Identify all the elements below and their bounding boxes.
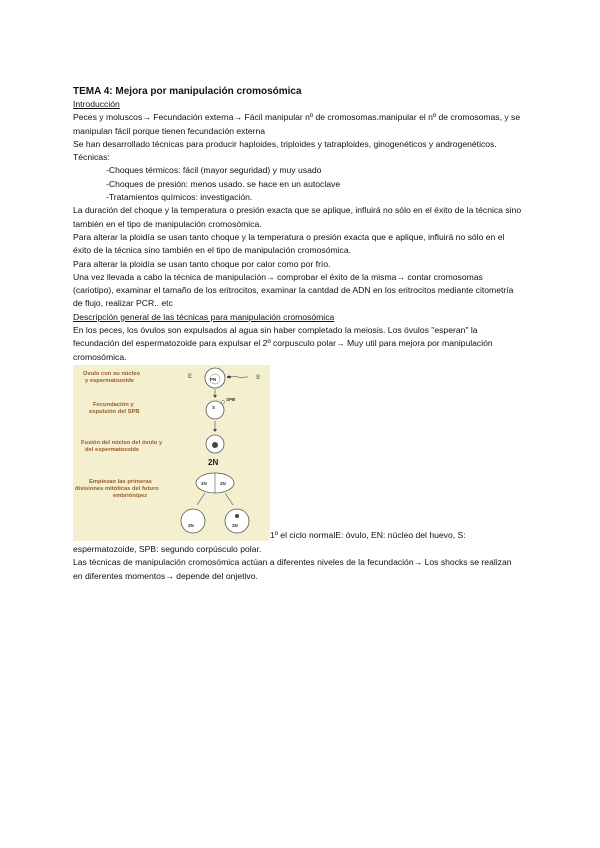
diagram-label: del espermatozoide: [85, 446, 140, 453]
paragraph: En los peces, los óvulos son expulsados al agua sin haber completado la meiosis. Los óvulos "esperan" la fecundación del espermatozoide para expulsar el 2º corpusculo polar→ Muy util para mejora por manipulación cromosómica.: [73, 325, 493, 362]
technique-item: -Choques de presión: menos usado. se hace en un autoclave: [106, 178, 341, 189]
daughter-cell: [181, 509, 205, 533]
cell-ploidy-label: 2N: [220, 480, 226, 486]
fertilization-diagram: [73, 365, 270, 541]
paragraph: Para alterar la ploidía se usan tanto choque por calor como por frío.: [73, 258, 331, 269]
paragraph: Las técnicas de manipulación cromosómica actúan a diferentes niveles de la fecundación→ Los shocks se realizan en diferentes momentos→ depende del onjetivo.: [73, 557, 512, 581]
paragraph: Se han desarrollado técnicas para producir haploides, triploides y tatraploides, ginogenéticos y androgenéticos.: [73, 138, 497, 149]
paragraph: Peces y moluscos→ Fecundación externa→ Fácil manipular nº de cromosomas.manipular el nº de cromosomas, y se manipulan fácil porque tienen fecundación externa: [73, 112, 521, 136]
technique-item: -Choques térmicos: fácil (mayor seguridad) y muy usado: [106, 165, 322, 176]
daughter-nucleus: [235, 514, 239, 518]
diagram-label: Ovulo con su núcleo: [83, 370, 141, 377]
cell-ploidy-label: 2N: [232, 522, 238, 528]
intro-heading: Introducción: [73, 99, 120, 109]
figure-caption: 1º el ciclo normalE: óvulo, EN: núcleo del huevo, S:: [270, 529, 466, 540]
spb-label: SPB: [226, 396, 236, 402]
technique-item: -Tratamientos químicos: investigación.: [106, 192, 253, 203]
s-label: S: [212, 404, 216, 410]
polar-body: [222, 400, 225, 403]
paragraph: Para alterar la ploidía se usan tanto choque y la temperatura o presión exacta que e aplique, influirá no sólo en el éxito de la técnica sino también en el tipo de manipulación cromosómica.: [73, 231, 505, 256]
pn-label: PN: [210, 376, 217, 382]
page-title: TEMA 4: Mejora por manipulación cromosómica: [73, 86, 302, 97]
diagram-label: Fusión del núcleo del óvulo y: [81, 439, 163, 446]
diagram-label: Empiezan las primeras: [89, 478, 152, 485]
diagram-label: Fecundación y: [93, 401, 134, 408]
paragraph: espermatozoide, SPB: segundo corpúsculo polar.: [73, 543, 262, 554]
sperm-letter: S: [256, 374, 261, 381]
diagram-svg: [73, 365, 270, 541]
diagram-label: divisiones mitóticas del futuro: [75, 485, 159, 492]
cell-ploidy-label: 2N: [188, 522, 194, 528]
daughter-cell: [225, 509, 249, 533]
diagram-label: y espermatozoide: [85, 377, 134, 384]
zygote-nucleus: [212, 442, 218, 448]
section-heading: Descripción general de las técnicas para manipulación cromosómica: [73, 311, 335, 322]
diagram-label: embrión/pez: [113, 492, 148, 499]
sperm-head: [227, 376, 231, 379]
paragraph: Una vez llevada a cabo la técnica de manipulación→ comprobar el éxito de la misma→ contar cromosomas (cariotipo), examinar el tamaño de los eritrocitos, examinar la cantdad de ADN en los eritrocitos mediante citometría de flujo, realizar PCR.. etc: [73, 271, 514, 309]
cell-ploidy-label: 2N: [201, 480, 207, 486]
diagram-label: expulsión del SPB: [89, 408, 140, 415]
figure-row: [73, 364, 523, 543]
ploidy-label: 2N: [208, 457, 219, 467]
egg-letter: E: [188, 373, 193, 380]
paragraph: Técnicas:: [73, 152, 110, 163]
document-content: [73, 85, 523, 583]
paragraph: La duración del choque y la temperatura o presión exacta que se aplique, influirá no sólo en el éxito de la técnica sino también en el tipo de manipulación cromosómica.: [73, 205, 522, 229]
fertilized-egg: [206, 401, 224, 419]
